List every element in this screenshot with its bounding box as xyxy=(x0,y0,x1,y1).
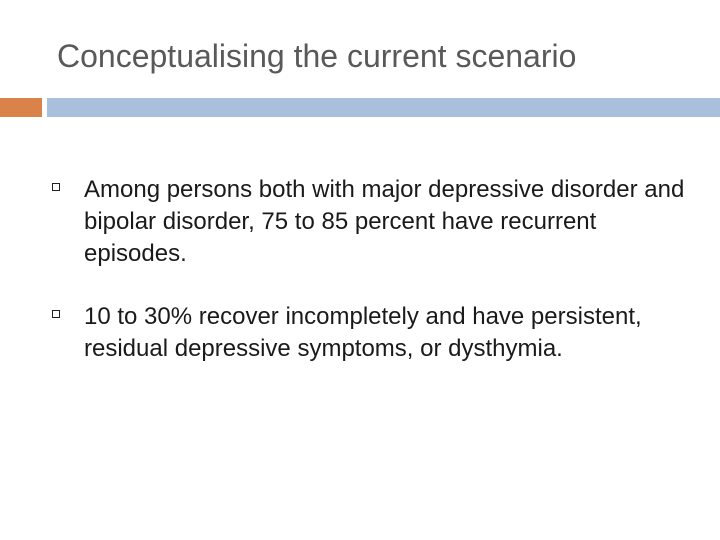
bullet-item xyxy=(0,301,720,365)
checkbox-icon xyxy=(52,310,60,318)
accent-bar-blue xyxy=(47,98,720,117)
slide-title: Conceptualising the current scenario xyxy=(57,38,577,74)
bullet-text: Among persons both with major depressive disorder and bipolar disorder, 75 to 85 percent have recurrent episodes. xyxy=(84,176,685,267)
accent-bar-orange xyxy=(0,98,42,117)
bullet-text: 10 to 30% recover incompletely and have persistent, residual depressive symptoms, or dysthymia. xyxy=(84,303,642,362)
bullet-list xyxy=(0,174,720,396)
bullet-item xyxy=(0,174,720,270)
checkbox-icon xyxy=(52,183,60,191)
